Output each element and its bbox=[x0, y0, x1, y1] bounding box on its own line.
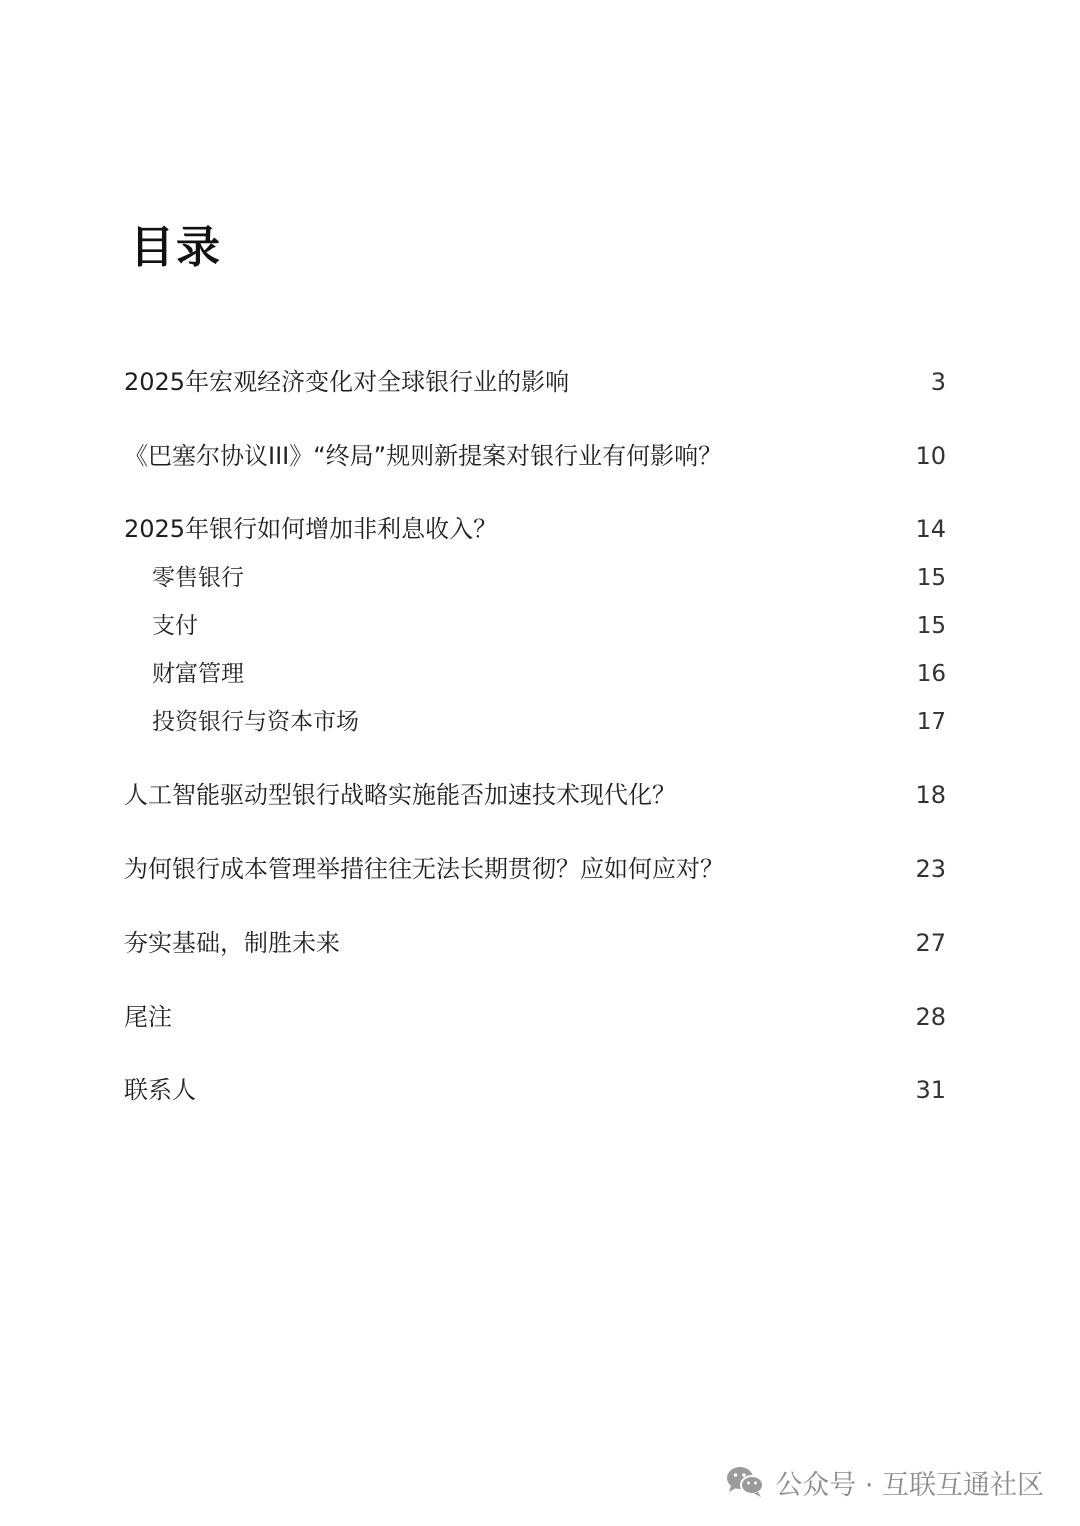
toc-subentry-payments[interactable] bbox=[152, 608, 946, 644]
toc-subentry-retail-banking[interactable] bbox=[152, 560, 946, 596]
watermark-text: 公众号 · 互联互通社区 bbox=[775, 1469, 1044, 1501]
toc-entry-page-number: 28 bbox=[915, 1003, 946, 1031]
toc-entry-label: 财富管理 bbox=[152, 661, 244, 687]
toc-entry-label: 2025年银行如何增加非利息收入？ bbox=[124, 515, 498, 543]
toc-entry-basel-iii[interactable] bbox=[124, 438, 946, 474]
toc-entry-foundations[interactable] bbox=[124, 925, 946, 961]
wechat-icon bbox=[725, 1465, 765, 1499]
toc-entry-contacts[interactable] bbox=[124, 1072, 946, 1108]
toc-entry-ai-driven-banking[interactable] bbox=[124, 777, 946, 813]
toc-entry-label: 支付 bbox=[152, 613, 198, 639]
toc-entry-label: 人工智能驱动型银行战略实施能否加速技术现代化？ bbox=[124, 781, 676, 809]
toc-subentry-wealth-management[interactable] bbox=[152, 656, 946, 692]
toc-subentry-investment-banking[interactable] bbox=[152, 704, 946, 740]
toc-entry-cost-management[interactable] bbox=[124, 851, 946, 887]
toc-entry-page-number: 17 bbox=[916, 709, 946, 735]
toc-entry-label: 零售银行 bbox=[152, 565, 244, 591]
toc-entry-macro-economy[interactable] bbox=[124, 364, 946, 400]
page-title: 目录 bbox=[130, 222, 222, 273]
toc-entry-page-number: 15 bbox=[916, 613, 946, 639]
watermark bbox=[725, 1462, 1044, 1502]
toc-entry-label: 《巴塞尔协议III》“终局”规则新提案对银行业有何影响？ bbox=[124, 442, 723, 470]
toc-entry-page-number: 10 bbox=[915, 442, 946, 470]
toc-entry-page-number: 18 bbox=[915, 781, 946, 809]
toc-entry-label: 联系人 bbox=[124, 1076, 196, 1104]
toc-entry-non-interest-income[interactable] bbox=[124, 511, 946, 547]
toc-entry-label: 2025年宏观经济变化对全球银行业的影响 bbox=[124, 368, 570, 396]
toc-entry-label: 夯实基础，制胜未来 bbox=[124, 929, 340, 957]
toc-entry-label: 尾注 bbox=[124, 1003, 172, 1031]
toc-entry-page-number: 16 bbox=[916, 661, 946, 687]
toc-entry-label: 投资银行与资本市场 bbox=[152, 709, 359, 735]
toc-entry-label: 为何银行成本管理举措往往无法长期贯彻？应如何应对？ bbox=[124, 855, 724, 883]
toc-entry-page-number: 14 bbox=[915, 515, 946, 543]
toc-entry-page-number: 31 bbox=[915, 1076, 946, 1104]
toc-entry-page-number: 27 bbox=[915, 929, 946, 957]
toc-entry-page-number: 3 bbox=[930, 368, 946, 396]
toc-entry-page-number: 23 bbox=[915, 855, 946, 883]
toc-entry-endnotes[interactable] bbox=[124, 999, 946, 1035]
toc-entry-page-number: 15 bbox=[916, 565, 946, 591]
